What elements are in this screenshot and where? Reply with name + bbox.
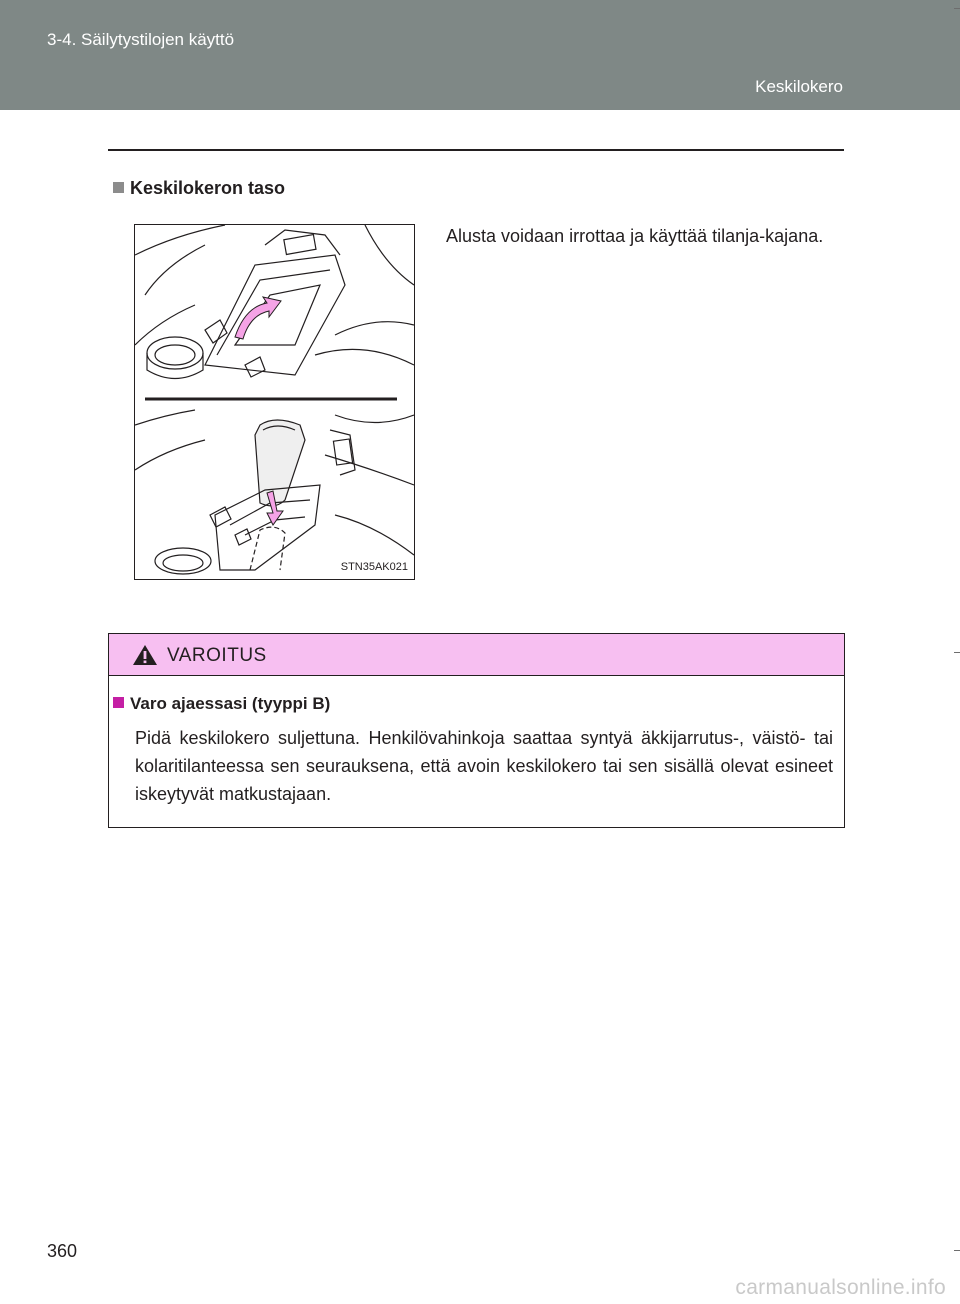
subsection-heading bbox=[113, 178, 285, 199]
page-number: 360 bbox=[47, 1241, 78, 1261]
lift-arrow-icon bbox=[235, 297, 281, 339]
figure-code: STN35AK021 bbox=[340, 561, 408, 573]
warning-header bbox=[109, 634, 844, 676]
grey-square-bullet-icon bbox=[113, 182, 124, 193]
warning-subtitle: Varo ajaessasi (tyyppi B) bbox=[130, 694, 331, 713]
subsection-title: Keskilokeron taso bbox=[130, 178, 286, 198]
chapter-title: 3-4. Säilytystilojen käyttö bbox=[47, 30, 235, 49]
watermark: carmanualsonline.info bbox=[735, 1276, 946, 1299]
tray-description: Alusta voidaan irrottaa ja käyttää tilanja-kajana. bbox=[446, 226, 824, 246]
page-header bbox=[0, 0, 960, 110]
crop-mark bbox=[954, 8, 960, 9]
console-tray-drawing bbox=[135, 225, 414, 579]
warning-subheading bbox=[113, 694, 330, 714]
warning-box bbox=[108, 633, 845, 828]
header-rule bbox=[108, 149, 844, 151]
warning-title: VAROITUS bbox=[167, 645, 267, 666]
crop-mark bbox=[954, 652, 960, 653]
section-title: Keskilokero bbox=[755, 77, 843, 96]
crop-mark bbox=[954, 1250, 960, 1251]
pink-square-bullet-icon bbox=[113, 697, 124, 708]
console-illustration bbox=[134, 224, 415, 580]
warning-triangle-icon bbox=[132, 644, 158, 666]
warning-text: Pidä keskilokero suljettuna. Henkilövahinkoja saattaa syntyä äkkijarrutus-, väistö- tai kolaritilanteessa sen seurauksena, että avoin keskilokero tai sen sisällä olevat esineet iskeytyvät matkustajaan. bbox=[135, 728, 833, 804]
